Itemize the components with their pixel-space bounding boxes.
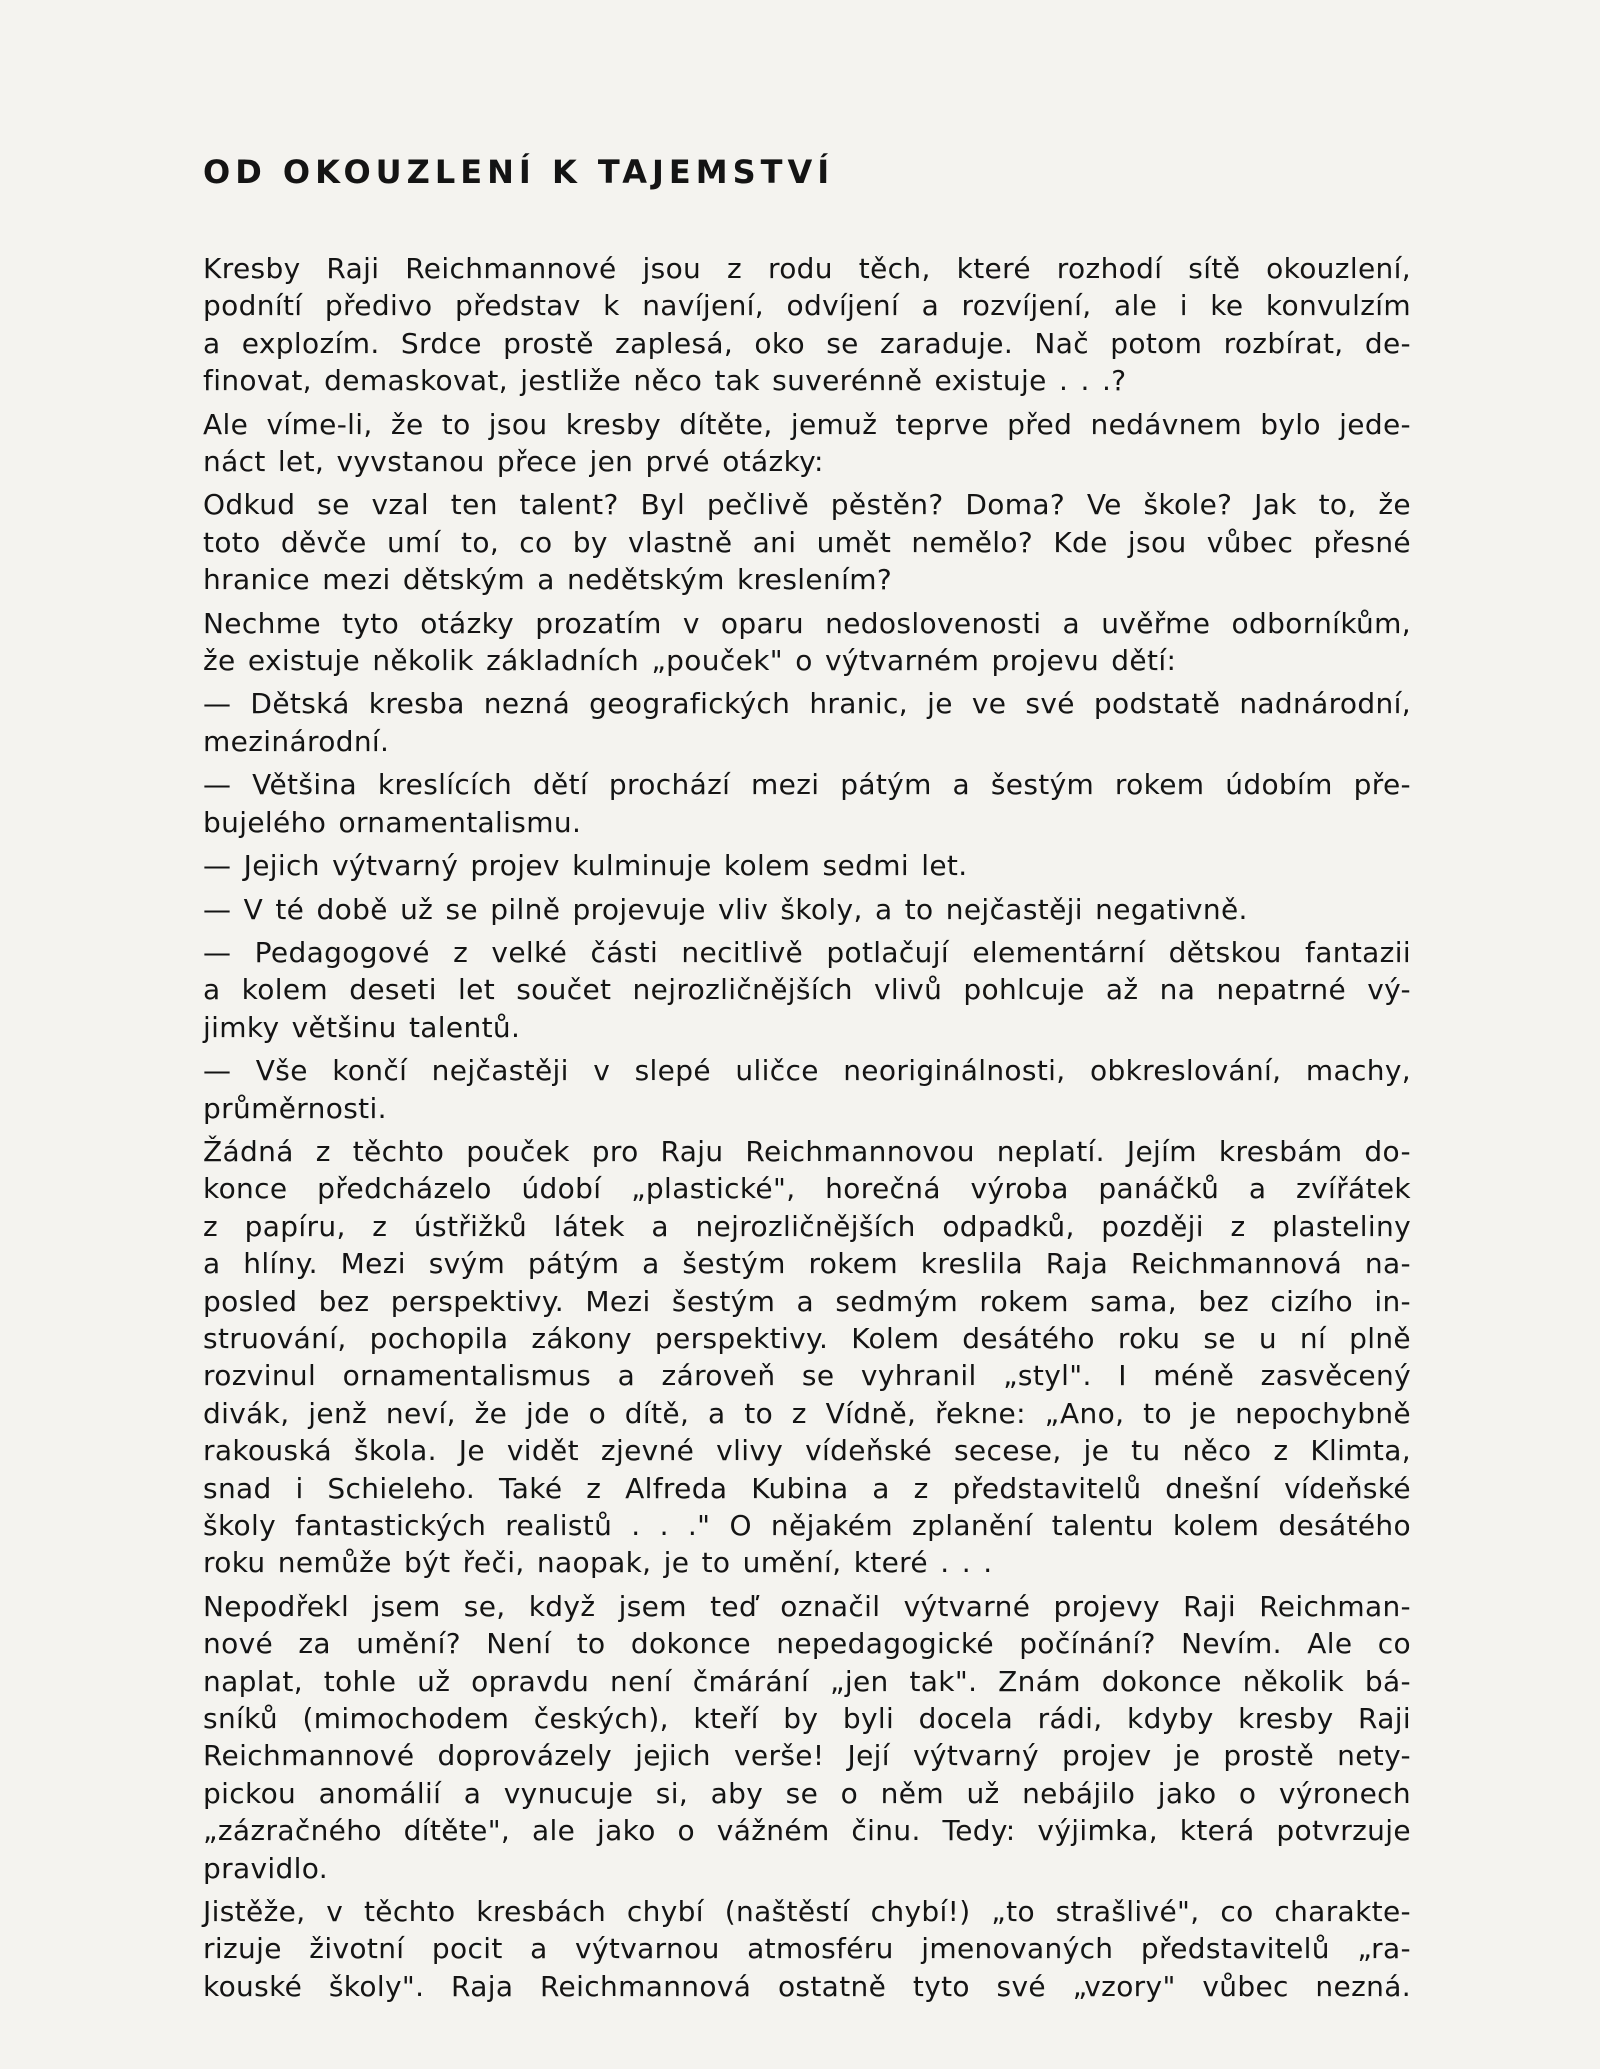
text-line: Odkud se vzal ten talent? Byl pečlivě pěstěn? Doma? Ve škole? Jak to, že: [203, 488, 1411, 522]
text-line: snad i Schieleho. Také z Alfreda Kubina a z představitelů dnešní vídeňské: [203, 1471, 1411, 1505]
text-line: mezinárodní.: [203, 724, 390, 758]
text-line: Jistěže, v těchto kresbách chybí (naštěstí chybí!) „to strašlivé", co charakte-: [203, 1895, 1411, 1929]
text-line: — Pedagogové z velké části necitlivě potlačují elementární dětskou fantazii: [203, 935, 1411, 969]
text-line: — V té době už se pilně projevuje vliv školy, a to nejčastěji negativně.: [203, 892, 1248, 926]
paragraph: [203, 486, 1411, 598]
text-line: rizuje životní pocit a výtvarnou atmosféru jmenovaných představitelů „ra-: [203, 1932, 1411, 1966]
text-line: divák, jenž neví, že jde o dítě, a to z Vídně, řekne: „Ano, to je nepochybně: [203, 1396, 1411, 1430]
text-line: a kolem deseti let součet nejrozličnějších vlivů pohlcuje až na nepatrné vý-: [203, 973, 1411, 1007]
text-line: struování, pochopila zákony perspektivy. Kolem desátého roku se u ní plně: [203, 1321, 1411, 1355]
text-line: z papíru, z ústřižků látek a nejrozličnějších odpadků, později z plasteliny: [203, 1209, 1411, 1243]
paragraph: [203, 1893, 1411, 2005]
text-line: finovat, demaskovat, jestliže něco tak suverénně existuje . . .?: [203, 364, 1127, 398]
text-line: kouské školy". Raja Reichmannová ostatně tyto své „vzory" vůbec nezná.: [203, 1969, 1411, 2003]
article-body: [203, 250, 1411, 2005]
text-line: Nepodřekl jsem se, když jsem teď označil výtvarné projevy Raji Reichman-: [203, 1589, 1411, 1623]
text-line: jimky většinu talentů.: [203, 1010, 521, 1044]
text-line: pravidlo.: [203, 1851, 329, 1885]
text-line: náct let, vyvstanou přece jen prvé otázky:: [203, 445, 824, 479]
paragraph: [203, 766, 1411, 841]
paragraph: [203, 1052, 1411, 1127]
text-line: podnítí předivo představ k navíjení, odvíjení a rozvíjení, ale i ke konvulzím: [203, 289, 1411, 323]
text-line: bujelého ornamentalismu.: [203, 805, 582, 839]
text-line: sníků (mimochodem českých), kteří by byli docela rádi, kdyby kresby Raji: [203, 1702, 1411, 1736]
text-line: že existuje několik základních „pouček" o výtvarném projevu dětí:: [203, 644, 1177, 678]
text-line: naplat, tohle už opravdu není čmárání „jen tak". Znám dokonce několik bá-: [203, 1664, 1411, 1698]
text-line: Kresby Raji Reichmannové jsou z rodu těch, které rozhodí sítě okouzlení,: [203, 252, 1411, 285]
text-line: — Dětská kresba nezná geografických hranic, je ve své podstatě nadnárodní,: [203, 687, 1411, 721]
text-line: Ale víme-li, že to jsou kresby dítěte, jemuž teprve před nedávnem bylo jede-: [203, 407, 1411, 441]
text-line: konce předcházelo údobí „plastické", horečná výroba panáčků a zvířátek: [203, 1172, 1411, 1206]
text-line: — Většina kreslících dětí prochází mezi pátým a šestým rokem údobím pře-: [203, 768, 1411, 802]
text-line: a hlíny. Mezi svým pátým a šestým rokem kreslila Raja Reichmannová na-: [203, 1247, 1411, 1281]
text-line: a explozím. Srdce prostě zaplesá, oko se zaraduje. Nač potom rozbírat, de-: [203, 326, 1411, 360]
text-line: Nechme tyto otázky prozatím v oparu nedoslovenosti a uvěřme odborníkům,: [203, 606, 1411, 640]
text-line: toto děvče umí to, co by vlastně ani umět nemělo? Kde jsou vůbec přesné: [203, 525, 1411, 559]
text-line: posled bez perspektivy. Mezi šestým a sedmým rokem sama, bez cizího in-: [203, 1284, 1411, 1318]
paragraph: [203, 406, 1411, 481]
paragraph: [203, 1588, 1411, 1887]
paragraph: [203, 605, 1411, 680]
text-line: školy fantastických realistů . . ." O nějakém zplanění talentu kolem desátého: [203, 1509, 1411, 1542]
text-line: — Jejich výtvarný projev kulminuje kolem sedmi let.: [203, 849, 968, 883]
text-line: „zázračného dítěte", ale jako o vážném činu. Tedy: výjimka, která potvrzuje: [203, 1814, 1411, 1848]
text-line: roku nemůže být řeči, naopak, je to umění, které . . .: [203, 1546, 993, 1580]
text-line: hranice mezi dětským a nedětským kreslením?: [203, 563, 893, 597]
text-line: rakouská škola. Je vidět zjevné vlivy vídeňské secese, je tu něco z Klimta,: [203, 1434, 1411, 1468]
paragraph: [203, 847, 1411, 884]
text-line: — Vše končí nejčastěji v slepé uličce neoriginálnosti, obkreslování, machy,: [203, 1054, 1411, 1088]
paragraph: [203, 934, 1411, 1046]
text-line: rozvinul ornamentalismus a zároveň se vyhranil „styl". I méně zasvěcený: [203, 1359, 1411, 1393]
paragraph: [203, 685, 1411, 760]
text-line: pickou anomálií a vynucuje si, aby se o něm už nebájilo jako o výronech: [203, 1776, 1411, 1810]
paragraph: [203, 1133, 1411, 1582]
text-line: průměrnosti.: [203, 1091, 387, 1125]
paragraph: [203, 250, 1411, 400]
text-line: Reichmannové doprovázely jejich verše! Její výtvarný projev je prostě nety-: [203, 1739, 1411, 1773]
text-line: Žádná z těchto pouček pro Raju Reichmannovou neplatí. Jejím kresbám do-: [203, 1134, 1411, 1168]
text-line: nové za umění? Není to dokonce nepedagogické počínání? Nevím. Ale co: [203, 1627, 1411, 1661]
article-title: OD OKOUZLENÍ K TAJEMSTVÍ: [203, 153, 835, 191]
article: [203, 150, 1411, 2011]
paragraph: [203, 891, 1411, 928]
